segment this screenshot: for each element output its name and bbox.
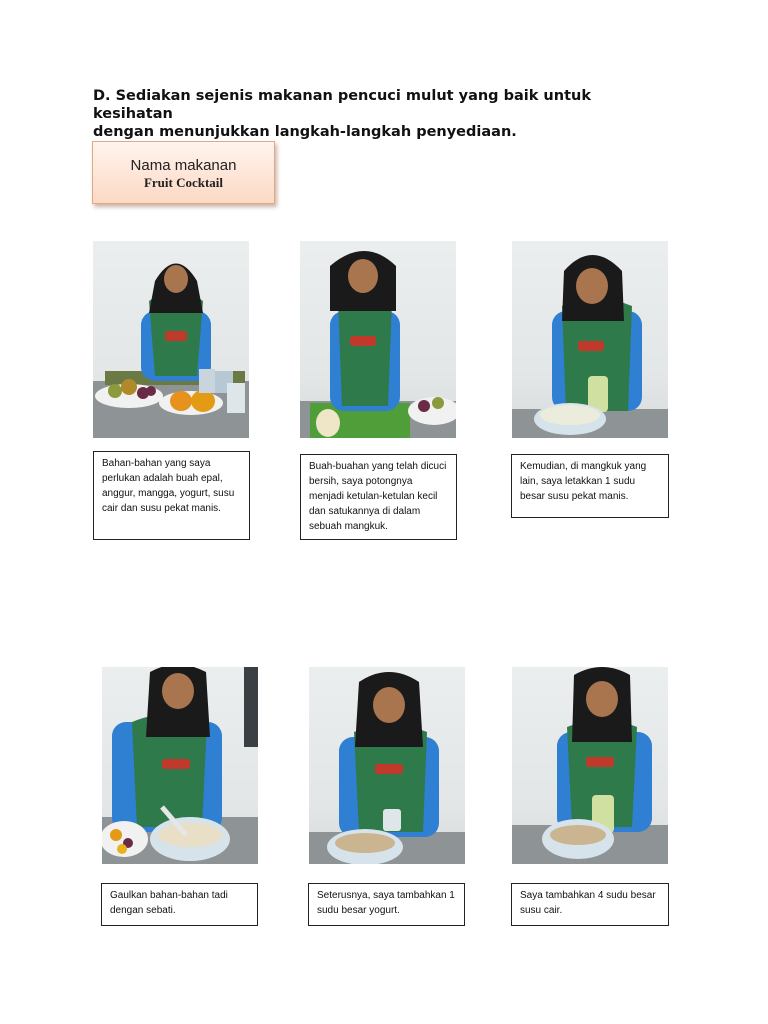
step-3-caption [511,454,669,518]
step-6-caption-text: Saya tambahkan 4 sudu besar susu cair. [520,890,656,916]
question-heading [93,87,673,141]
step-1-caption-text: Bahan-bahan yang saya perlukan adalah buah epal, anggur, mangga, yogurt, susu cair dan susu pekat manis. [102,458,235,514]
step-5-photo [309,667,465,864]
food-name-label: Nama makanan [130,157,237,174]
step-3-photo [512,241,668,438]
step-5-caption [308,883,465,926]
food-name-box [92,141,275,204]
step-2-caption [300,454,457,540]
step-3-caption-text: Kemudian, di mangkuk yang lain, saya letakkan 1 sudu besar susu pekat manis. [520,461,647,502]
heading-line-1: D. Sediakan sejenis makanan pencuci mulut yang baik untuk kesihatan [93,88,591,122]
step-1-photo [93,241,249,438]
step-4-caption-text: Gaulkan bahan-bahan tadi dengan sebati. [110,890,228,916]
step-4-photo [102,667,258,864]
step-2-photo [300,241,456,438]
step-1-caption [93,451,250,540]
step-5-caption-text: Seterusnya, saya tambahkan 1 sudu besar yogurt. [317,890,455,916]
step-2-caption-text: Buah-buahan yang telah dicuci bersih, saya potongnya menjadi ketulan-ketulan kecil dan satukannya di dalam sebuah mangkuk. [309,461,447,532]
step-6-photo [512,667,668,864]
food-name-value: Fruit Cocktail [143,175,224,190]
step-4-caption [101,883,258,926]
step-6-caption [511,883,669,926]
heading-line-2: dengan menunjukkan langkah-langkah penyediaan. [93,124,517,140]
